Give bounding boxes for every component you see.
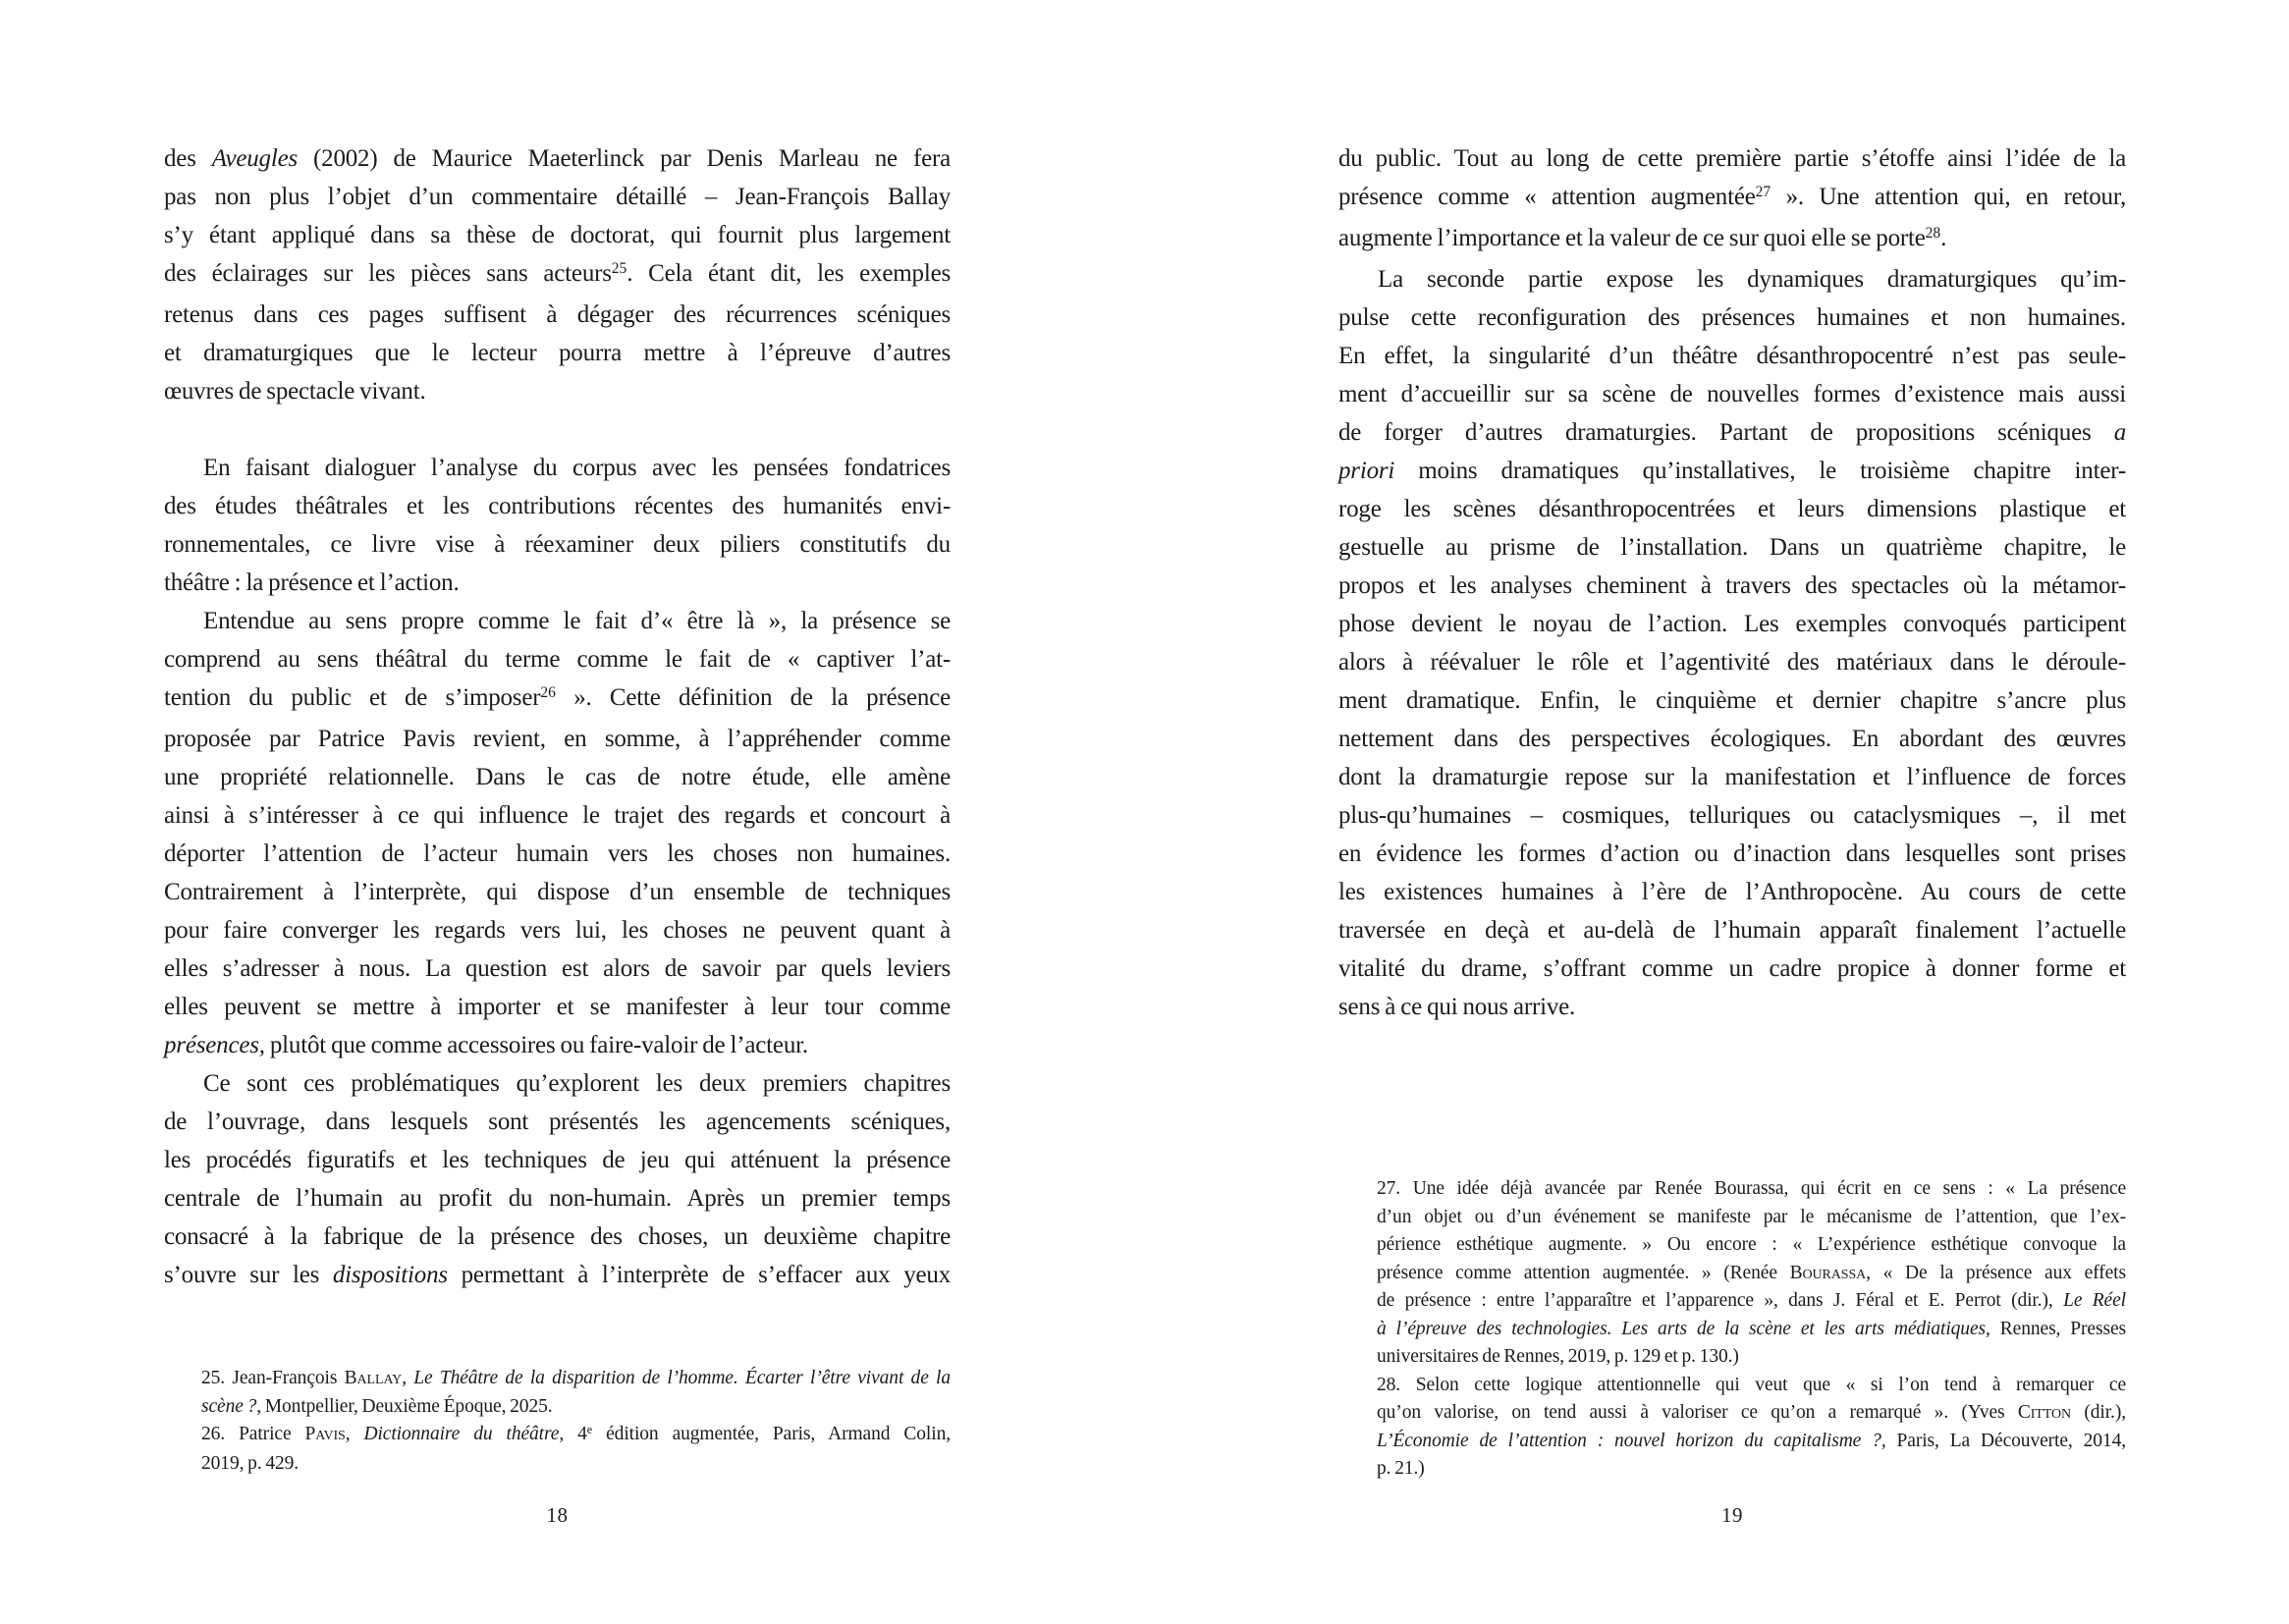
text-line — [164, 640, 951, 678]
text-line — [1338, 219, 2126, 260]
text-line — [1338, 567, 2126, 605]
text-segment: sens à ce qui nous arrive. — [1338, 994, 1576, 1020]
text-segment: priori — [1338, 458, 1395, 484]
text-segment: 25. Jean-François — [201, 1368, 345, 1388]
text-segment: les existences humaines à l’ère de l’Anthropocène. Au cours de cette — [1338, 879, 2126, 905]
text-segment: centrale de l’humain au profit du non-humain. Après un premier temps — [164, 1185, 951, 1212]
text-segment: s’y étant appliqué dans sa thèse de doctorat, qui fournit plus largement — [164, 222, 951, 248]
text-line — [1377, 1204, 2126, 1232]
text-line — [164, 988, 951, 1026]
text-segment: 27. Une idée déjà avancée par Renée Bourassa, qui écrit en ce sens : « La présence — [1377, 1178, 2126, 1199]
text-segment: , Montpellier, Deuxième Époque, 2025. — [256, 1395, 553, 1417]
text-line — [164, 1026, 951, 1064]
text-line — [1338, 375, 2126, 413]
text-line — [164, 564, 951, 602]
text-segment: Bourassa — [1789, 1262, 1867, 1283]
text-segment: dont la dramaturgie repose sur la manifestation et l’influence de forces — [1338, 764, 2126, 790]
text-line — [1377, 1260, 2126, 1288]
text-line — [1338, 605, 2126, 643]
text-segment: elles peuvent se mettre à importer et se manifester à leur tour comme — [164, 994, 951, 1020]
text-segment: une propriété relationnelle. Dans le cas de notre étude, elle amène — [164, 764, 951, 790]
text-line — [1377, 1455, 2126, 1484]
text-segment: vitalité du drame, s’offrant comme un cadre propice à donner forme et — [1338, 955, 2126, 982]
text-segment: moins dramatiques qu’installatives, le troisième chapitre inter- — [1394, 458, 2126, 484]
text-line — [164, 720, 951, 758]
text-segment: En effet, la singularité d’un théâtre désanthropocentré n’est pas seule- — [1338, 343, 2126, 369]
paragraph — [1338, 139, 2126, 260]
text-segment: 26. Patrice — [201, 1424, 305, 1444]
footnote-reference: e — [586, 1422, 593, 1436]
text-segment: les procédés figuratifs et les techniques de jeu qui atténuent la présence — [164, 1147, 951, 1173]
text-segment: dispositions — [332, 1262, 448, 1288]
text-line — [1338, 988, 2126, 1026]
text-segment: L’Économie de l’attention : nouvel horizon du capitalisme ? — [1377, 1430, 1881, 1451]
text-segment: présence comme « attention augmentée — [1338, 184, 1756, 210]
text-line — [1377, 1428, 2126, 1456]
text-segment: traversée en deçà et au-delà de l’humain apparaît finalement l’actuelle — [1338, 917, 2126, 944]
text-line — [1338, 758, 2126, 796]
text-segment: des éclairages sur les pièces sans acteurs — [164, 260, 612, 287]
text-segment: édition augmentée, Paris, Armand Colin, — [592, 1424, 951, 1444]
text-line — [1338, 490, 2126, 528]
text-line — [164, 254, 951, 296]
text-segment: , « De la présence aux effets — [1866, 1262, 2126, 1283]
text-segment: périence esthétique augmente. » Ou encore : « L’expérience esthétique convoque la — [1377, 1234, 2126, 1255]
text-line — [201, 1421, 951, 1450]
text-segment: ainsi à s’intéresser à ce qui influence le trajet des regards et concourt à — [164, 802, 951, 829]
text-line — [164, 178, 951, 216]
text-segment: de l’ouvrage, dans lesquels sont présentés les agencements scéniques, — [164, 1109, 951, 1135]
text-segment: nettement dans des perspectives écologiques. En abordant des œuvres — [1338, 726, 2126, 752]
text-segment: proposée par Patrice Pavis revient, en somme, à l’appréhender comme — [164, 726, 951, 752]
text-line — [1338, 413, 2126, 452]
text-segment: , Paris, La Découverte, 2014, — [1880, 1430, 2126, 1451]
text-segment: en évidence les formes d’action ou d’inaction dans lesquelles sont prises — [1338, 840, 2126, 867]
text-line — [1338, 260, 2126, 298]
text-segment: des — [164, 145, 212, 172]
text-segment: présences, — [164, 1032, 265, 1058]
text-segment: , — [402, 1368, 414, 1388]
text-line — [1338, 949, 2126, 988]
text-line — [164, 487, 951, 525]
text-segment: plus-qu’humaines – cosmiques, telluriques ou cataclysmiques –, il met — [1338, 802, 2126, 829]
text-segment: Le Théâtre de la disparition de l’homme. Écarter l’être vivant de la — [413, 1368, 951, 1388]
footnote-reference: 28 — [1925, 225, 1941, 243]
text-segment: d’un objet ou d’un événement se manifeste par le mécanisme de l’attention, que l’ex- — [1377, 1206, 2126, 1227]
right-page-body-text — [1338, 139, 2126, 1026]
text-segment: , — [345, 1424, 364, 1444]
paragraph — [164, 449, 951, 602]
text-segment: pas non plus l’objet d’un commentaire détaillé – Jean-François Ballay — [164, 184, 951, 210]
text-line — [1377, 1316, 2126, 1344]
text-line — [1377, 1231, 2126, 1260]
text-segment: permettant à l’interprète de s’effacer aux yeux — [447, 1262, 951, 1288]
text-line — [1377, 1399, 2126, 1428]
text-line — [1338, 452, 2126, 490]
text-line — [1338, 643, 2126, 681]
text-segment: ». Une attention qui, en retour, — [1771, 184, 2126, 210]
text-segment: ronnementales, ce livre vise à réexaminer deux piliers constitutifs du — [164, 531, 951, 558]
text-line — [1338, 720, 2126, 758]
paragraph — [164, 1064, 951, 1294]
text-segment: Contrairement à l’interprète, qui dispose d’un ensemble de techniques — [164, 879, 951, 905]
text-line — [1338, 528, 2126, 567]
text-segment: Entendue au sens propre comme le fait d’« être là », la présence se — [203, 608, 951, 634]
text-segment: pour faire converger les regards vers lui, les choses ne peuvent quant à — [164, 917, 951, 944]
text-segment: présence comme attention augmentée. » (Renée — [1377, 1262, 1790, 1283]
text-line — [164, 216, 951, 254]
text-segment: s’ouvre sur les — [164, 1262, 333, 1288]
text-line — [1338, 139, 2126, 178]
footnote-reference: 26 — [540, 684, 556, 702]
text-line — [164, 678, 951, 720]
text-segment: alors à réévaluer le rôle et l’agentivité des matériaux dans le déroule- — [1338, 649, 2126, 676]
text-segment: Citton — [2017, 1402, 2072, 1423]
text-line — [164, 1179, 951, 1218]
footnote-reference: 25 — [611, 260, 627, 278]
text-segment: 2019, p. 429. — [201, 1452, 300, 1474]
text-line — [164, 911, 951, 949]
text-segment: augmente l’importance et la valeur de ce sur quoi elle se porte — [1338, 225, 1926, 251]
text-segment: . Cela étant dit, les exemples — [627, 260, 951, 287]
text-line — [164, 1218, 951, 1256]
text-line — [164, 525, 951, 564]
text-line — [164, 758, 951, 796]
text-segment: p. 21.) — [1377, 1458, 1425, 1479]
text-segment: (dir.), — [2071, 1402, 2126, 1423]
text-line — [201, 1365, 951, 1393]
text-line — [1338, 681, 2126, 720]
text-segment: consacré à la fabrique de la présence des choses, un deuxième chapitre — [164, 1223, 951, 1250]
text-line — [164, 835, 951, 873]
text-segment: (2002) de Maurice Maeterlinck par Denis Marleau ne fera — [298, 145, 951, 172]
text-segment: universitaires de Rennes, 2019, p. 129 et p. 130.) — [1377, 1346, 1739, 1367]
text-segment: ». Cette définition de la présence — [555, 684, 951, 711]
left-page-number: 18 — [546, 1503, 569, 1527]
text-segment: roge les scènes désanthropocentrées et leurs dimensions plastique et — [1338, 496, 2126, 522]
text-segment: de présence : entre l’apparaître et l’apparence », dans J. Féral et E. Perrot (dir.), — [1377, 1290, 2064, 1311]
text-line — [1338, 796, 2126, 835]
text-segment: elles s’adresser à nous. La question est alors de savoir par quels leviers — [164, 955, 951, 982]
text-line — [164, 949, 951, 988]
text-line — [164, 449, 951, 487]
text-segment: œuvres de spectacle vivant. — [164, 378, 426, 405]
text-segment: des études théâtrales et les contributions récentes des humanités envi- — [164, 493, 951, 519]
left-page-footnotes — [201, 1365, 951, 1478]
text-line — [1338, 835, 2126, 873]
text-line — [1338, 178, 2126, 219]
text-segment: à l’épreuve des technologies. Les arts de la scène et les arts médiatiques — [1377, 1318, 1987, 1339]
text-segment: du public. Tout au long de cette première partie s’étoffe ainsi l’idée de la — [1338, 145, 2126, 172]
text-line — [164, 296, 951, 334]
text-line — [164, 873, 951, 911]
text-line — [164, 1256, 951, 1294]
text-line — [1338, 873, 2126, 911]
paragraph — [1377, 1175, 2126, 1372]
text-line — [164, 1141, 951, 1179]
text-segment: , Rennes, Presses — [1986, 1318, 2127, 1339]
text-segment: a — [2113, 419, 2126, 446]
text-segment: La seconde partie expose les dynamiques dramaturgiques qu’im- — [1378, 266, 2126, 293]
text-line — [164, 334, 951, 372]
text-segment: comprend au sens théâtral du terme comme le fait de « captiver l’at- — [164, 646, 951, 673]
text-line — [164, 796, 951, 835]
text-segment: tention du public et de s’imposer — [164, 684, 541, 711]
text-line — [164, 1064, 951, 1103]
text-segment: pulse cette reconfiguration des présences humaines et non humaines. — [1338, 304, 2126, 331]
text-segment: ment dramatique. Enfin, le cinquième et dernier chapitre s’ancre plus — [1338, 687, 2126, 714]
text-segment: phose devient le noyau de l’action. Les exemples convoqués participent — [1338, 611, 2126, 637]
text-line — [164, 372, 951, 410]
text-segment: théâtre : la présence et l’action. — [164, 569, 460, 596]
left-page-body-text — [164, 139, 951, 1294]
text-line — [164, 1103, 951, 1141]
paragraph — [164, 139, 951, 410]
paragraph — [201, 1365, 951, 1421]
paragraph — [201, 1421, 951, 1478]
right-page-footnotes — [1377, 1175, 2126, 1484]
text-segment: Pavis — [304, 1424, 346, 1444]
paragraph — [1338, 260, 2126, 1026]
text-line — [1377, 1343, 2126, 1372]
text-segment: Dictionnaire du théâtre — [363, 1424, 560, 1444]
right-page-number: 19 — [1721, 1503, 1743, 1527]
text-segment: En faisant dialoguer l’analyse du corpus avec les pensées fondatrices — [203, 455, 951, 481]
text-segment: Aveugles — [211, 145, 299, 172]
text-segment: propos et les analyses cheminent à travers des spectacles où la métamor- — [1338, 572, 2126, 599]
text-segment: déporter l’attention de l’acteur humain vers les choses non humaines. — [164, 840, 951, 867]
text-line — [1338, 911, 2126, 949]
text-line — [1377, 1175, 2126, 1204]
text-line — [1338, 337, 2126, 375]
text-line — [1377, 1372, 2126, 1400]
text-segment: ment d’accueillir sur sa scène de nouvelles formes d’existence mais aussi — [1338, 381, 2126, 407]
footnote-reference: 27 — [1755, 184, 1771, 201]
text-segment: qu’on valorise, on tend aussi à valoriser ce qu’on a remarqué ». (Yves — [1377, 1402, 2018, 1423]
text-segment: , 4 — [559, 1424, 587, 1444]
text-line — [201, 1393, 951, 1422]
text-line — [201, 1450, 951, 1479]
text-segment: scène ? — [201, 1395, 257, 1417]
text-segment: de forger d’autres dramaturgies. Partant de propositions scéniques — [1338, 419, 2114, 446]
text-segment: . — [1940, 225, 1947, 251]
text-segment: Ce sont ces problématiques qu’explorent les deux premiers chapitres — [203, 1070, 951, 1097]
text-line — [164, 139, 951, 178]
paragraph — [1377, 1372, 2126, 1484]
text-segment: et dramaturgiques que le lecteur pourra mettre à l’épreuve d’autres — [164, 340, 951, 366]
paragraph — [164, 602, 951, 1064]
text-segment: retenus dans ces pages suffisent à dégager des récurrences scéniques — [164, 301, 951, 328]
text-line — [1377, 1287, 2126, 1316]
text-segment: 28. Selon cette logique attentionnelle qui veut que « si l’on tend à remarquer ce — [1377, 1374, 2126, 1395]
text-line — [1338, 298, 2126, 337]
text-line — [164, 602, 951, 640]
text-segment: Le Réel — [2063, 1290, 2126, 1311]
text-segment: plutôt que comme accessoires ou faire-valoir de l’acteur. — [264, 1032, 808, 1058]
text-segment: gestuelle au prisme de l’installation. Dans un quatrième chapitre, le — [1338, 534, 2126, 561]
text-segment: Ballay — [344, 1368, 403, 1388]
